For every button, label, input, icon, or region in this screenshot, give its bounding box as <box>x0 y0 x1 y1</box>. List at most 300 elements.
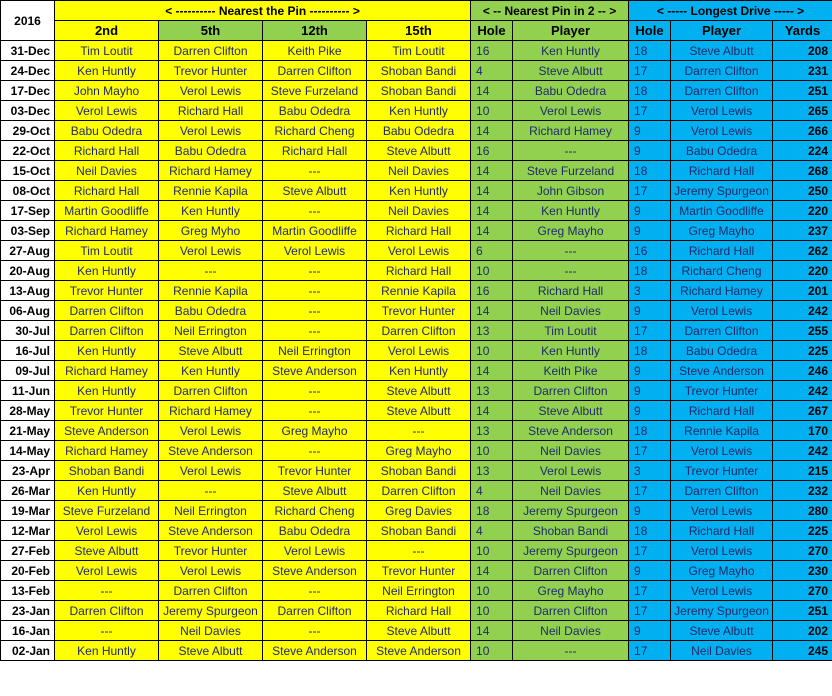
table-row <box>1 461 832 481</box>
table-row <box>1 381 832 401</box>
np2-hole: 14 <box>471 361 513 381</box>
column-header-12th: 12th <box>263 21 367 41</box>
np2-player: Darren Clifton <box>513 381 629 401</box>
np2-hole: 14 <box>471 401 513 421</box>
ld-yards: 202 <box>773 621 832 641</box>
nearest-12th: Greg Mayho <box>263 421 367 441</box>
nearest-2nd: Neil Davies <box>55 161 159 181</box>
ld-hole: 17 <box>629 541 671 561</box>
nearest-5th: Verol Lewis <box>159 421 263 441</box>
row-date: 20-Aug <box>1 261 55 281</box>
nearest-5th: Darren Clifton <box>159 381 263 401</box>
nearest-15th: Shoban Bandi <box>367 521 471 541</box>
ld-player: Rennie Kapila <box>671 421 773 441</box>
row-date: 03-Sep <box>1 221 55 241</box>
np2-hole: 10 <box>471 341 513 361</box>
ld-hole: 17 <box>629 601 671 621</box>
np2-player: Neil Davies <box>513 301 629 321</box>
nearest-12th: Trevor Hunter <box>263 461 367 481</box>
nearest-2nd: Trevor Hunter <box>55 281 159 301</box>
nearest-12th: --- <box>263 201 367 221</box>
nearest-12th: Martin Goodliffe <box>263 221 367 241</box>
nearest-5th: Steve Anderson <box>159 441 263 461</box>
results-body <box>1 41 832 661</box>
nearest-15th: Greg Mayho <box>367 441 471 461</box>
nearest-5th: Richard Hall <box>159 101 263 121</box>
nearest-5th: --- <box>159 481 263 501</box>
np2-hole: 4 <box>471 521 513 541</box>
np2-player: Steve Anderson <box>513 421 629 441</box>
nearest-2nd: Darren Clifton <box>55 321 159 341</box>
row-date: 28-May <box>1 401 55 421</box>
column-header-5th: 5th <box>159 21 263 41</box>
ld-yards: 280 <box>773 501 832 521</box>
ld-yards: 230 <box>773 561 832 581</box>
ld-yards: 201 <box>773 281 832 301</box>
ld-player: Darren Clifton <box>671 321 773 341</box>
np2-player: John Gibson <box>513 181 629 201</box>
ld-hole: 17 <box>629 61 671 81</box>
row-date: 22-Oct <box>1 141 55 161</box>
ld-yards: 208 <box>773 41 832 61</box>
ld-yards: 245 <box>773 641 832 661</box>
np2-hole: 13 <box>471 421 513 441</box>
nearest-2nd: Babu Odedra <box>55 121 159 141</box>
np2-player: Neil Davies <box>513 481 629 501</box>
np2-hole: 14 <box>471 121 513 141</box>
nearest-5th: Neil Errington <box>159 501 263 521</box>
np2-hole: 14 <box>471 181 513 201</box>
np2-player: Keith Pike <box>513 361 629 381</box>
nearest-12th: Steve Anderson <box>263 561 367 581</box>
np2-player: --- <box>513 141 629 161</box>
np2-hole: 13 <box>471 381 513 401</box>
np2-player: Ken Huntly <box>513 341 629 361</box>
nearest-12th: Richard Cheng <box>263 501 367 521</box>
table-row <box>1 81 832 101</box>
ld-yards: 251 <box>773 81 832 101</box>
row-date: 13-Aug <box>1 281 55 301</box>
row-date: 13-Feb <box>1 581 55 601</box>
ld-hole: 17 <box>629 641 671 661</box>
table-row <box>1 401 832 421</box>
nearest-5th: Verol Lewis <box>159 121 263 141</box>
table-row <box>1 481 832 501</box>
nearest-15th: Steve Albutt <box>367 401 471 421</box>
nearest-15th: Trevor Hunter <box>367 561 471 581</box>
ld-hole: 18 <box>629 341 671 361</box>
nearest-2nd: Ken Huntly <box>55 261 159 281</box>
ld-hole: 9 <box>629 201 671 221</box>
row-date: 31-Dec <box>1 41 55 61</box>
np2-player: Steve Albutt <box>513 61 629 81</box>
np2-hole: 10 <box>471 261 513 281</box>
ld-hole: 17 <box>629 581 671 601</box>
nearest-12th: Keith Pike <box>263 41 367 61</box>
nearest-15th: Greg Davies <box>367 501 471 521</box>
nearest-12th: Darren Clifton <box>263 61 367 81</box>
table-row <box>1 201 832 221</box>
ld-player: Greg Mayho <box>671 221 773 241</box>
ld-yards: 232 <box>773 481 832 501</box>
row-date: 19-Mar <box>1 501 55 521</box>
nearest-12th: --- <box>263 381 367 401</box>
nearest-15th: Babu Odedra <box>367 121 471 141</box>
ld-yards: 220 <box>773 201 832 221</box>
nearest-15th: Steve Albutt <box>367 141 471 161</box>
ld-player: Martin Goodliffe <box>671 201 773 221</box>
ld-hole: 9 <box>629 301 671 321</box>
ld-player: Babu Odedra <box>671 141 773 161</box>
np2-hole: 6 <box>471 241 513 261</box>
ld-yards: 265 <box>773 101 832 121</box>
ld-yards: 250 <box>773 181 832 201</box>
ld-player: Verol Lewis <box>671 501 773 521</box>
ld-player: Babu Odedra <box>671 341 773 361</box>
np2-hole: 10 <box>471 541 513 561</box>
table-row <box>1 261 832 281</box>
np2-player: Richard Hall <box>513 281 629 301</box>
nearest-5th: Richard Hamey <box>159 161 263 181</box>
nearest-12th: Darren Clifton <box>263 601 367 621</box>
np2-hole: 4 <box>471 481 513 501</box>
nearest-5th: Darren Clifton <box>159 41 263 61</box>
ld-yards: 231 <box>773 61 832 81</box>
np2-hole: 10 <box>471 441 513 461</box>
nearest-15th: --- <box>367 421 471 441</box>
nearest-12th: --- <box>263 581 367 601</box>
nearest-2nd: Richard Hamey <box>55 221 159 241</box>
ld-hole: 17 <box>629 181 671 201</box>
nearest-2nd: John Mayho <box>55 81 159 101</box>
ld-player: Verol Lewis <box>671 441 773 461</box>
nearest-5th: Steve Albutt <box>159 341 263 361</box>
ld-yards: 224 <box>773 141 832 161</box>
np2-player: Richard Hamey <box>513 121 629 141</box>
np2-player: Darren Clifton <box>513 561 629 581</box>
np2-hole: 14 <box>471 301 513 321</box>
table-row <box>1 241 832 261</box>
nearest-2nd: Verol Lewis <box>55 561 159 581</box>
ld-player: Richard Hamey <box>671 281 773 301</box>
column-header-np2-player: Player <box>513 21 629 41</box>
np2-player: Jeremy Spurgeon <box>513 501 629 521</box>
table-row <box>1 301 832 321</box>
ld-yards: 242 <box>773 441 832 461</box>
row-date: 24-Dec <box>1 61 55 81</box>
nearest-2nd: Steve Anderson <box>55 421 159 441</box>
nearest-2nd: Ken Huntly <box>55 381 159 401</box>
table-row <box>1 501 832 521</box>
ld-yards: 237 <box>773 221 832 241</box>
np2-hole: 13 <box>471 321 513 341</box>
nearest-12th: Verol Lewis <box>263 241 367 261</box>
np2-player: --- <box>513 261 629 281</box>
nearest-12th: --- <box>263 621 367 641</box>
nearest-15th: Tim Loutit <box>367 41 471 61</box>
np2-player: --- <box>513 241 629 261</box>
nearest-12th: Steve Anderson <box>263 361 367 381</box>
nearest-12th: --- <box>263 321 367 341</box>
nearest-5th: Rennie Kapila <box>159 281 263 301</box>
np2-hole: 14 <box>471 621 513 641</box>
table-row <box>1 421 832 441</box>
nearest-5th: Ken Huntly <box>159 361 263 381</box>
table-row <box>1 41 832 61</box>
table-row <box>1 601 832 621</box>
row-date: 03-Dec <box>1 101 55 121</box>
ld-player: Darren Clifton <box>671 481 773 501</box>
np2-hole: 13 <box>471 461 513 481</box>
table-row <box>1 621 832 641</box>
nearest-2nd: Steve Furzeland <box>55 501 159 521</box>
ld-hole: 9 <box>629 621 671 641</box>
nearest-5th: Babu Odedra <box>159 141 263 161</box>
np2-hole: 14 <box>471 161 513 181</box>
ld-hole: 17 <box>629 321 671 341</box>
ld-hole: 3 <box>629 461 671 481</box>
nearest-12th: Steve Albutt <box>263 181 367 201</box>
ld-player: Jeremy Spurgeon <box>671 601 773 621</box>
ld-player: Trevor Hunter <box>671 381 773 401</box>
ld-hole: 18 <box>629 421 671 441</box>
column-header-ld-yards: Yards <box>773 21 832 41</box>
np2-hole: 14 <box>471 81 513 101</box>
np2-hole: 10 <box>471 641 513 661</box>
nearest-12th: --- <box>263 441 367 461</box>
nearest-15th: Richard Hall <box>367 221 471 241</box>
column-header-2nd: 2nd <box>55 21 159 41</box>
row-date: 09-Jul <box>1 361 55 381</box>
np2-player: Darren Clifton <box>513 601 629 621</box>
nearest-2nd: Ken Huntly <box>55 641 159 661</box>
nearest-5th: Greg Myho <box>159 221 263 241</box>
np2-player: Greg Mayho <box>513 221 629 241</box>
nearest-pin-in-2-group-header: < -- Nearest Pin in 2 -- > <box>471 1 629 21</box>
ld-hole: 9 <box>629 501 671 521</box>
ld-player: Richard Hall <box>671 521 773 541</box>
ld-player: Trevor Hunter <box>671 461 773 481</box>
nearest-15th: Neil Errington <box>367 581 471 601</box>
np2-hole: 16 <box>471 41 513 61</box>
nearest-2nd: --- <box>55 621 159 641</box>
nearest-15th: Steve Albutt <box>367 381 471 401</box>
nearest-5th: Darren Clifton <box>159 581 263 601</box>
np2-player: Ken Huntly <box>513 41 629 61</box>
table-row <box>1 581 832 601</box>
year-cell: 2016 <box>1 1 55 41</box>
ld-hole: 9 <box>629 141 671 161</box>
table-row <box>1 221 832 241</box>
nearest-2nd: Richard Hamey <box>55 441 159 461</box>
row-date: 17-Sep <box>1 201 55 221</box>
nearest-5th: Verol Lewis <box>159 241 263 261</box>
nearest-5th: Steve Albutt <box>159 641 263 661</box>
ld-yards: 270 <box>773 541 832 561</box>
ld-player: Verol Lewis <box>671 301 773 321</box>
np2-player: Neil Davies <box>513 621 629 641</box>
nearest-2nd: Verol Lewis <box>55 521 159 541</box>
nearest-15th: Richard Hall <box>367 261 471 281</box>
table-row <box>1 341 832 361</box>
nearest-2nd: Richard Hall <box>55 181 159 201</box>
nearest-5th: Ken Huntly <box>159 201 263 221</box>
ld-yards: 246 <box>773 361 832 381</box>
ld-hole: 9 <box>629 401 671 421</box>
ld-hole: 18 <box>629 81 671 101</box>
nearest-2nd: Ken Huntly <box>55 61 159 81</box>
row-date: 27-Aug <box>1 241 55 261</box>
row-date: 21-May <box>1 421 55 441</box>
np2-player: Ken Huntly <box>513 201 629 221</box>
np2-player: Shoban Bandi <box>513 521 629 541</box>
nearest-2nd: Darren Clifton <box>55 601 159 621</box>
nearest-pin-group-header: < ---------- Nearest the Pin ---------- > <box>55 1 471 21</box>
row-date: 16-Jul <box>1 341 55 361</box>
nearest-12th: Richard Hall <box>263 141 367 161</box>
table-row <box>1 641 832 661</box>
ld-player: Steve Albutt <box>671 621 773 641</box>
ld-yards: 255 <box>773 321 832 341</box>
ld-player: Darren Clifton <box>671 61 773 81</box>
nearest-5th: Verol Lewis <box>159 81 263 101</box>
ld-yards: 242 <box>773 381 832 401</box>
nearest-12th: Neil Errington <box>263 341 367 361</box>
nearest-5th: Trevor Hunter <box>159 541 263 561</box>
ld-hole: 18 <box>629 521 671 541</box>
column-header-ld-player: Player <box>671 21 773 41</box>
table-row <box>1 121 832 141</box>
ld-yards: 170 <box>773 421 832 441</box>
ld-player: Verol Lewis <box>671 541 773 561</box>
ld-hole: 9 <box>629 221 671 241</box>
table-row <box>1 321 832 341</box>
nearest-5th: Steve Anderson <box>159 521 263 541</box>
nearest-2nd: Steve Albutt <box>55 541 159 561</box>
ld-player: Richard Hall <box>671 241 773 261</box>
row-date: 16-Jan <box>1 621 55 641</box>
ld-player: Steve Anderson <box>671 361 773 381</box>
nearest-15th: Ken Huntly <box>367 181 471 201</box>
column-header-15th: 15th <box>367 21 471 41</box>
table-row <box>1 561 832 581</box>
np2-player: Steve Albutt <box>513 401 629 421</box>
np2-player: Greg Mayho <box>513 581 629 601</box>
nearest-5th: Babu Odedra <box>159 301 263 321</box>
table-row <box>1 161 832 181</box>
ld-player: Verol Lewis <box>671 101 773 121</box>
np2-player: Verol Lewis <box>513 101 629 121</box>
ld-player: Richard Hall <box>671 401 773 421</box>
nearest-15th: Darren Clifton <box>367 481 471 501</box>
np2-hole: 4 <box>471 61 513 81</box>
ld-yards: 266 <box>773 121 832 141</box>
row-date: 23-Apr <box>1 461 55 481</box>
ld-player: Jeremy Spurgeon <box>671 181 773 201</box>
row-date: 15-Oct <box>1 161 55 181</box>
column-header-np2-hole: Hole <box>471 21 513 41</box>
nearest-15th: Ken Huntly <box>367 361 471 381</box>
nearest-5th: Jeremy Spurgeon <box>159 601 263 621</box>
nearest-5th: Neil Errington <box>159 321 263 341</box>
nearest-12th: Richard Cheng <box>263 121 367 141</box>
np2-player: Verol Lewis <box>513 461 629 481</box>
nearest-5th: Rennie Kapila <box>159 181 263 201</box>
nearest-15th: Rennie Kapila <box>367 281 471 301</box>
nearest-2nd: Tim Loutit <box>55 41 159 61</box>
ld-hole: 9 <box>629 381 671 401</box>
nearest-5th: Richard Hamey <box>159 401 263 421</box>
ld-player: Richard Hall <box>671 161 773 181</box>
row-date: 02-Jan <box>1 641 55 661</box>
ld-yards: 262 <box>773 241 832 261</box>
nearest-12th: --- <box>263 161 367 181</box>
ld-yards: 251 <box>773 601 832 621</box>
table-row <box>1 361 832 381</box>
table-row <box>1 141 832 161</box>
row-date: 27-Feb <box>1 541 55 561</box>
ld-hole: 9 <box>629 561 671 581</box>
nearest-15th: Neil Davies <box>367 161 471 181</box>
nearest-15th: Darren Clifton <box>367 321 471 341</box>
ld-yards: 267 <box>773 401 832 421</box>
ld-player: Richard Cheng <box>671 261 773 281</box>
ld-hole: 17 <box>629 481 671 501</box>
nearest-15th: --- <box>367 541 471 561</box>
ld-player: Greg Mayho <box>671 561 773 581</box>
nearest-2nd: Darren Clifton <box>55 301 159 321</box>
ld-yards: 225 <box>773 341 832 361</box>
nearest-2nd: --- <box>55 581 159 601</box>
ld-hole: 16 <box>629 241 671 261</box>
row-date: 12-Mar <box>1 521 55 541</box>
nearest-5th: Verol Lewis <box>159 461 263 481</box>
table-row <box>1 521 832 541</box>
nearest-2nd: Verol Lewis <box>55 101 159 121</box>
ld-hole: 3 <box>629 281 671 301</box>
nearest-15th: Verol Lewis <box>367 241 471 261</box>
row-date: 06-Aug <box>1 301 55 321</box>
row-date: 23-Jan <box>1 601 55 621</box>
column-header-ld-hole: Hole <box>629 21 671 41</box>
row-date: 11-Jun <box>1 381 55 401</box>
nearest-2nd: Tim Loutit <box>55 241 159 261</box>
np2-player: Neil Davies <box>513 441 629 461</box>
ld-yards: 225 <box>773 521 832 541</box>
nearest-12th: Babu Odedra <box>263 521 367 541</box>
ld-hole: 18 <box>629 41 671 61</box>
nearest-5th: Verol Lewis <box>159 561 263 581</box>
ld-yards: 242 <box>773 301 832 321</box>
ld-hole: 17 <box>629 101 671 121</box>
ld-player: Neil Davies <box>671 641 773 661</box>
nearest-15th: Verol Lewis <box>367 341 471 361</box>
np2-hole: 14 <box>471 221 513 241</box>
nearest-12th: Babu Odedra <box>263 101 367 121</box>
ld-hole: 9 <box>629 361 671 381</box>
ld-yards: 220 <box>773 261 832 281</box>
nearest-2nd: Martin Goodliffe <box>55 201 159 221</box>
nearest-12th: --- <box>263 261 367 281</box>
table-row <box>1 101 832 121</box>
row-date: 30-Jul <box>1 321 55 341</box>
table-row <box>1 61 832 81</box>
np2-player: Tim Loutit <box>513 321 629 341</box>
nearest-12th: Steve Albutt <box>263 481 367 501</box>
ld-hole: 9 <box>629 121 671 141</box>
row-date: 17-Dec <box>1 81 55 101</box>
np2-hole: 14 <box>471 561 513 581</box>
